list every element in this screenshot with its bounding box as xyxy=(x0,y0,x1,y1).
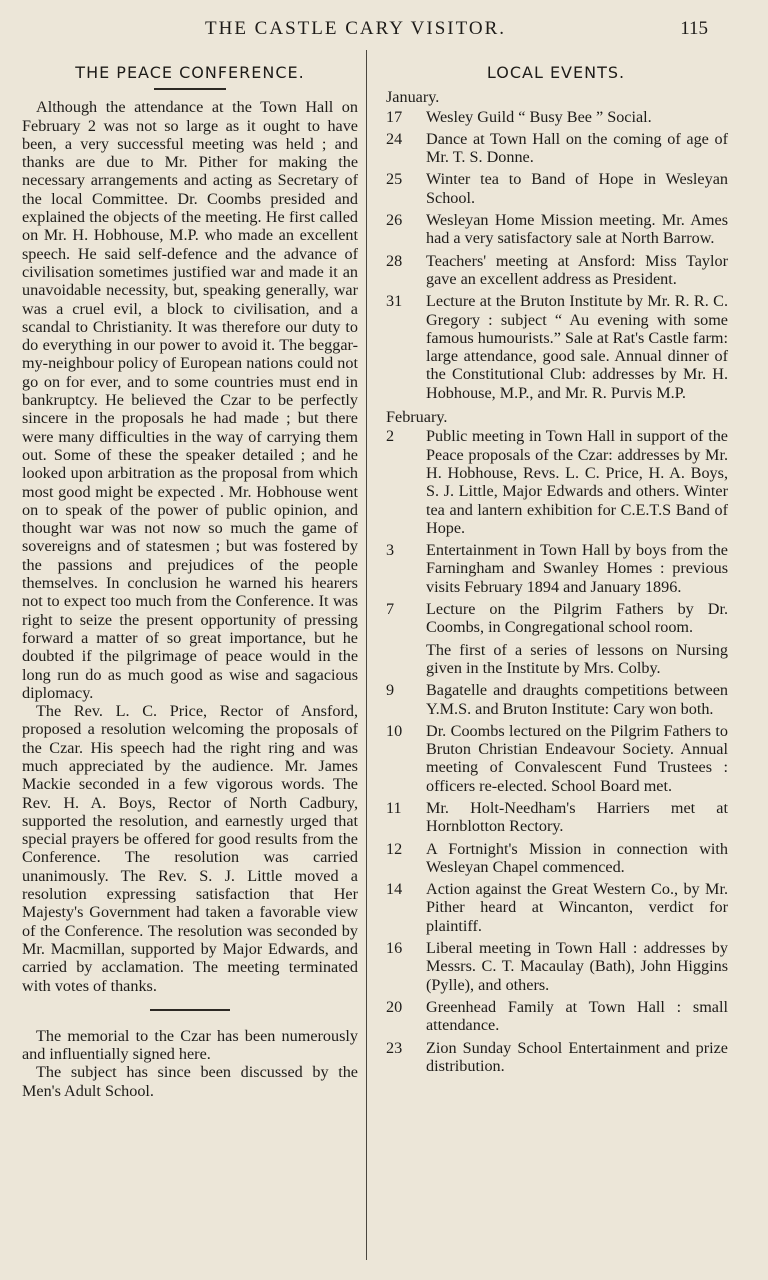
event-item xyxy=(384,292,728,402)
section-rule xyxy=(150,1009,230,1011)
event-item xyxy=(384,840,728,877)
event-text: Dance at Town Hall on the coming of age of Mr. T. S. Donne. xyxy=(426,129,728,167)
event-day: 24 xyxy=(386,129,403,148)
event-item xyxy=(384,939,728,994)
event-text: Lecture at the Bruton Institute by Mr. R. R. C. Gregory : subject “ Au evening with some famous humourists.” Sale at Rat's Castle farm: large attendance, good sale. Annual dinner of the Constitutional Club: addresses by Mr. H. Hobhouse, M.P., and Mr. R. Purvis M.P. xyxy=(426,292,728,402)
event-text: Action against the Great Western Co., by Mr. Pither heard at Wincanton, verdict for plaintiff. xyxy=(426,880,728,935)
memorial-paragraph: The subject has since been discussed by the Men's Adult School. xyxy=(22,1063,358,1100)
event-item xyxy=(384,799,728,836)
event-item xyxy=(384,641,728,678)
event-day: 12 xyxy=(386,839,403,858)
event-day: 11 xyxy=(386,798,402,817)
event-item xyxy=(384,252,728,289)
event-text: Public meeting in Town Hall in support of the Peace proposals of the Czar: addresses by Mr. H. Hobhouse, Revs. L. C. Price, H. A. Boys, S. J. Little, Major Edwards and others. Winter tea and lantern exhibition for C.E.T.S Band of Hope. xyxy=(426,427,728,537)
event-day: 23 xyxy=(386,1038,403,1057)
event-item xyxy=(384,600,728,637)
event-day: 9 xyxy=(386,681,395,700)
event-day: 16 xyxy=(386,939,403,958)
event-text: Dr. Coombs lectured on the Pilgrim Fathers to Bruton Christian Endeavour Society. Annual meeting of Convalescent Fund Trustees : officers re-elected. School Board met. xyxy=(426,721,728,795)
event-text: A Fortnight's Mission in connection with Wesleyan Chapel commenced. xyxy=(426,839,728,876)
month-label-february: February. xyxy=(386,408,448,427)
event-item xyxy=(384,211,728,248)
page-number: 115 xyxy=(680,18,708,39)
event-day: 3 xyxy=(386,541,395,560)
event-item xyxy=(384,541,728,596)
event-item xyxy=(384,1039,728,1076)
article-paragraph: Although the attendance at the Town Hall on February 2 was not so large as it ought to have been, a very successful meeting was held ; and thanks are due to Mr. Pither for making the necessary arrangements and acting as Secretary of the local Committee. Dr. Coombs presided and explained the objects of the meeting. He first called on Mr. H. Hobhouse, M.P. who made an excellent speech. He said self-defence and the advance of civilisation sometimes justified war and made it an unavoidable necessity, but, speaking generally, war was a cruel evil, a block to civilisation, and a scandal to Christianity. It was therefore our duty to do everything in our power to avoid it. The beggar-my-neighbour policy of European nations could not go on for ever, and to some countries must end in bankruptcy. He believed the Czar to be perfectly sincere in the proposals he had made ; but there were many difficulties in the way of carrying them out. Some of these the speaker detailed ; and he looked upon arbitration as the proposal from which most good might be expected . Mr. Hobhouse went on to speak of the power of public opinion, and thought war was not now so much the game of sovereigns and of statesmen ; but was fostered by the passions and prejudices of the people themselves. In conclusion he warned his hearers not to expect too much from the Conference. It was right to seize the present opportunity of pressing forward a matter of so great importance, but he doubted if the pilgrimage of peace would in the long run do as much good as wise and sagacious diplomacy. xyxy=(22,98,358,702)
memorial-paragraph: The memorial to the Czar has been numerously and influentially signed here. xyxy=(22,1026,358,1064)
event-text: Greenhead Family at Town Hall : small attendance. xyxy=(426,997,728,1035)
article-heading: THE PEACE CONFERENCE. xyxy=(75,63,305,82)
event-day: 31 xyxy=(386,292,403,311)
column-divider xyxy=(366,50,367,1260)
event-item xyxy=(384,170,728,207)
event-day: 25 xyxy=(386,170,403,189)
event-day: 14 xyxy=(386,880,403,899)
event-text: Zion Sunday School Entertainment and prize distribution. xyxy=(426,1038,728,1075)
event-text: Liberal meeting in Town Hall : addresses by Messrs. C. T. Macaulay (Bath), John Higgins (Pylle), and others. xyxy=(426,939,728,994)
article-paragraph: The Rev. L. C. Price, Rector of Ansford, proposed a resolution welcoming the proposals of the Czar. His speech had the right ring and was much appreciated by the audience. Mr. James Mackie seconded in a few vigorous words. The Rev. H. A. Boys, Rector of North Cadbury, supported the resolution, and earnestly urged that special prayers be offered for good results from the Conference. The resolution was carried unanimously. The Rev. S. J. Little moved a resolution expressing satisfaction that Her Majesty's Government had taken a favorable view of the Conference. The resolution was seconded by Mr. Macmillan, supported by Major Edwards, and carried by acclamation. The meeting terminated with votes of thanks. xyxy=(22,702,358,995)
event-day: 20 xyxy=(386,997,403,1016)
event-day: 7 xyxy=(386,600,395,619)
event-text: Teachers' meeting at Ansford: Miss Taylor gave an excellent address as President. xyxy=(426,251,728,288)
heading-rule xyxy=(154,88,226,90)
month-label-january: January. xyxy=(386,88,440,107)
running-title: THE CASTLE CARY VISITOR. xyxy=(205,18,507,39)
event-item xyxy=(384,427,728,537)
event-text: Entertainment in Town Hall by boys from the Farningham and Swanley Homes : previous visits February 1894 and January 1896. xyxy=(426,541,728,596)
event-day: 28 xyxy=(386,251,403,270)
event-day: 17 xyxy=(386,107,403,126)
event-day: 26 xyxy=(386,211,403,230)
event-item xyxy=(384,108,728,126)
event-text: Wesley Guild “ Busy Bee ” Social. xyxy=(426,107,652,126)
event-item xyxy=(384,130,728,167)
event-text: Bagatelle and draughts competitions between Y.M.S. and Bruton Institute: Cary won both. xyxy=(426,681,728,718)
event-item xyxy=(384,998,728,1035)
running-head xyxy=(0,14,768,44)
event-text: The first of a series of lessons on Nursing given in the Institute by Mrs. Colby. xyxy=(426,640,728,677)
local-events-column xyxy=(384,60,728,1079)
event-item xyxy=(384,681,728,718)
event-text: Lecture on the Pilgrim Fathers by Dr. Coombs, in Congregational school room. xyxy=(426,600,728,637)
event-item xyxy=(384,722,728,795)
event-text: Winter tea to Band of Hope in Wesleyan School. xyxy=(426,170,728,207)
event-day: 2 xyxy=(386,427,395,446)
events-heading: LOCAL EVENTS. xyxy=(486,63,626,82)
event-day: 10 xyxy=(386,721,403,740)
event-item xyxy=(384,880,728,935)
peace-conference-article xyxy=(22,60,358,1100)
event-text: Mr. Holt-Needham's Harriers met at Hornblotton Rectory. xyxy=(426,798,728,836)
event-day xyxy=(384,641,426,678)
event-text: Wesleyan Home Mission meeting. Mr. Ames had a very satisfactory sale at North Barrow. xyxy=(426,211,728,248)
